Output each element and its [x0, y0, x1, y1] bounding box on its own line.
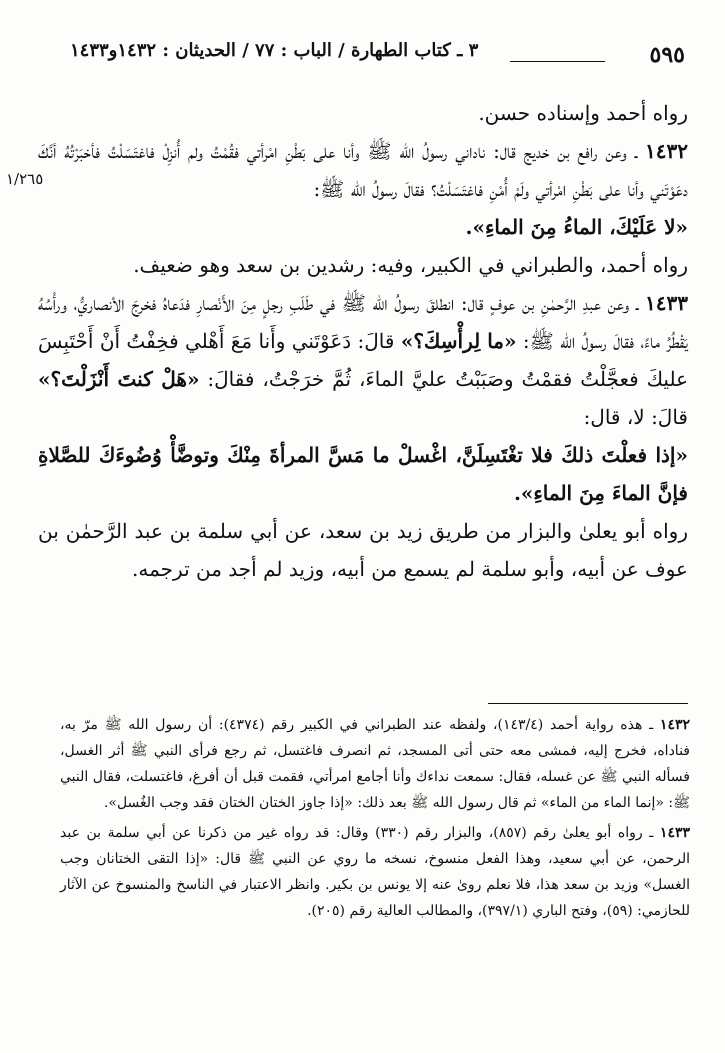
hadith-1433-text-a: ـ وعن عبدِ الرَّحمٰنِ بن عوفٍ قال: انطلقَ رسولُ الله ﷺ في طَلَبِ رجلٍ مِنَ الأَنْصارِ فدَعاهُ فخرجَ الأنصاريُّ، ورأْسُهُ يَقْطُرُ ماءً، فقالَ رسولُ الله ﷺ: [38, 291, 688, 353]
page-header [70, 34, 685, 68]
hadith-number-1433: ١٤٣٣ [645, 291, 688, 315]
hadith-1433-quote-1: «ما لِرأْسِكَ؟» [400, 329, 517, 353]
hadith-number-1432: ١٤٣٢ [645, 139, 688, 163]
hadith-1433 [38, 284, 688, 436]
hadith-1433-quote-2: «هَلْ كنتَ أَنْزَلْتَ؟» [38, 367, 200, 391]
hadith-1433-quote-3: «إذا فعلْتَ ذلكَ فلا تغْتَسِلَنَّ، اغْسلْ ما مَسَّ المرأةَ مِنْكَ وتوضَّأْ وُضُوءَكَ للصَّلاةِ فإنَّ الماءَ مِنَ الماءِ». [38, 443, 688, 505]
hadith-1433-text-c: قالَ: لا، قال: [583, 405, 688, 429]
footnote-1432 [60, 712, 690, 816]
source-note-previous: رواه أحمد وإسناده حسن. [478, 101, 688, 125]
hadith-1432-text: ـ وعن رافع بن خديج قال: ناداني رسولُ الله ﷺ وأنا على بَطْنِ امْرأتي فقُمْتُ ولم أُنزِلْ فاغتَسَلْتُ فأخبَرْتُهُ أنَّكَ دعَوْتَني وأنا على بَطْنِ امْرأتي ولَمْ أُمْنِ فاغتَسَلْتُ؟ فقالَ رسولُ الله ﷺ: [38, 139, 688, 201]
margin-reference: ١/٢٦٥ [6, 170, 44, 188]
footnote-1432-text: ـ هذه رواية أحمد (١٤٣/٤)، ولفظه عند الطبراني في الكبير رقم (٤٣٧٤): أن رسول الله ﷺ مرّ به، فناداه، فخرج إليه، فمشى معه حتى أتى المسجد، ثم انصرف فاغتسل، ثم رجع فرأى النبي ﷺ أثر الغسل، فسأله النبي ﷺ عن غسله، فقال: سمعت نداءك وأنا أجامع امرأتي، فقمت قبل أن أفرغ، فاغتسلت، فقال النبي ﷺ: «إنما الماء من الماء» ثم قال رسول الله ﷺ بعد ذلك: «إذا جاوز الختان الختان فقد وجب الغُسل». [60, 717, 690, 811]
footnote-1433 [60, 820, 690, 924]
footnote-number-1432: ١٤٣٢ [659, 717, 690, 733]
footnote-separator [488, 703, 688, 704]
footnotes [60, 712, 690, 928]
footnote-1433-text: ـ رواه أبو يعلىٰ رقم (٨٥٧)، والبزار رقم (٣٣٠) وقال: قد رواه غير من ذكرنا عن أبي سلمة بن عبد الرحمن، عن أبي سعيد، وهذا الفعل منسوخ، نسخه ما روي عن النبي ﷺ قال: «إذا التقى الختانان وجب الغسل» وزيد بن سعد هذا، فلا نعلم روىٰ عنه إلا يونس بن بكير. وانظر الاعتبار في الناسخ والمنسوخ عن الآثار للحازمي: (٥٩)، وفتح الباري (٣٩٧/١)، والمطالب العالية رقم (٢٠٥). [60, 825, 690, 919]
main-text [38, 94, 688, 588]
hadith-1433-source: رواه أبو يعلىٰ والبزار من طريق زيد بن سعد، عن أبي سلمة بن عبد الرَّحمٰن بن عوف عن أبيه، وأبو سلمة لم يسمع من أبيه، وزيد لم أجد من ترجمه. [38, 519, 688, 581]
header-rule [510, 61, 605, 62]
page-number: ٥٩٥ [649, 42, 685, 68]
footnote-number-1433: ١٤٣٣ [659, 825, 690, 841]
hadith-1432 [38, 132, 688, 208]
hadith-1432-source: رواه أحمد، والطبراني في الكبير، وفيه: رشدين بن سعد وهو ضعيف. [133, 253, 688, 277]
running-title: ٣ ـ كتاب الطهارة / الباب : ٧٧ / الحديثان : ١٤٣٢و١٤٣٣ [70, 40, 479, 61]
hadith-1432-quote: «لا عَلَيْكَ، الماءُ مِنَ الماءِ». [465, 215, 688, 239]
hadith-1433-text-b: قالَ: دَعَوْتَني وأَنا مَعَ أَهْلي فخِفْتُ أَنْ أَحْتَبِسَ عليكَ فعجَّلْتُ فقمْتُ وصَبَبْتُ عليَّ الماءَ، ثُمَّ خرَجْتُ، فقالَ: [37, 329, 689, 391]
